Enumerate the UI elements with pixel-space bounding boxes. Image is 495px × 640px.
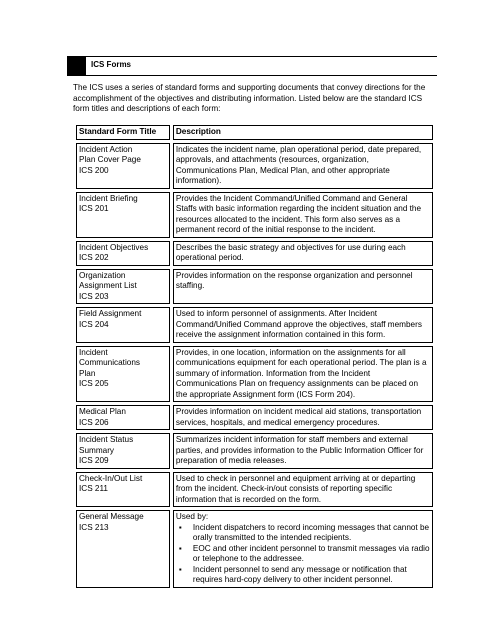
form-title-line: ICS 206 [79, 417, 109, 427]
form-title-line: ICS 203 [79, 291, 109, 301]
form-title-line: Plan Cover Page [79, 155, 141, 164]
form-title-line: Incident Status [79, 435, 134, 444]
form-description-text: Provides information on incident medical aid stations, transportation services, hospitals, and medical emergency procedures. [175, 407, 422, 427]
section-title: ICS Forms [91, 60, 132, 69]
table-row [76, 307, 433, 343]
form-title-line: ICS 202 [79, 253, 109, 262]
form-description-cell [173, 472, 433, 508]
form-title-cell [76, 269, 170, 305]
intro-paragraph: The ICS uses a series of standard forms and supporting documents that convey directions for the accomplishment of the objectives and distributing information. Listed below are the standard ICS form titles and descriptions of each form: [73, 83, 426, 113]
form-title-line: ICS 201 [79, 204, 109, 213]
form-title-cell [76, 192, 170, 238]
form-description-text: Used to inform personnel of assignments. After Incident Command/Unified Command approve the objectives, staff members receive the assignment information contained in this form. [175, 309, 422, 339]
form-description-cell [173, 269, 433, 305]
table-row [76, 346, 433, 403]
form-description-text: Provides information on the response organization and personnel staffing. [175, 270, 413, 290]
form-description-text: Provides the Incident Command/Unified Command and General Staffs with basic information regarding the incident situation and the resources allocated to the incident. This form also serves as a permanent record of the initial response to the incident. [175, 193, 422, 234]
form-title-line: ICS 200 [79, 165, 109, 175]
table-row [76, 192, 433, 238]
table-row [76, 405, 433, 430]
form-description-text: Used by: [175, 512, 209, 521]
form-title-cell [76, 241, 170, 266]
form-title-cell [76, 346, 170, 403]
table-row [76, 143, 433, 189]
form-title-line: ICS 211 [79, 484, 108, 493]
form-title-line: Incident Action [79, 144, 133, 154]
form-title-line: Medical Plan [79, 407, 126, 416]
usage-bullet-list [176, 523, 430, 586]
table-body [76, 143, 433, 588]
table-row [76, 269, 433, 305]
form-description-text: Used to check in personnel and equipment arriving at or departing from the incident. Check-in/out consists of reporting specific information that is recorded on the form. [175, 473, 416, 504]
usage-bullet-item: ▪ Incident dispatchers to record incoming messages that cannot be orally transmitted to the intended recipients. [176, 523, 430, 544]
form-title-line: General Message [79, 512, 144, 521]
form-description-text: Describes the basic strategy and objectives for use during each operational period. [175, 242, 406, 262]
column-header-description: Description [173, 125, 433, 140]
form-title-line: Check-In/Out List [79, 473, 143, 483]
form-title-line: Summary [79, 445, 115, 455]
form-title-cell [76, 307, 170, 343]
ics-forms-table [73, 122, 436, 591]
form-description-text: Provides, in one location, information on the assignments for all communications equipment for each operational period. The plan is a summary of information. Information from the Incident Communications Plan on frequency assignments can be placed on the appropriate Assignment form (ICS Form 204). [175, 347, 427, 399]
form-title-line: Incident Briefing [79, 193, 138, 203]
table-row [76, 433, 433, 469]
form-title-line: Organization [79, 270, 126, 280]
form-title-line: ICS 204 [79, 319, 109, 329]
header-block-marker [67, 57, 86, 75]
form-description-text: Summarizes incident information for staff members and external parties, and provides information to the Public Information Officer for preparation of media releases. [175, 435, 424, 465]
form-title-line: Assignment List [79, 281, 137, 290]
form-description-cell [173, 241, 433, 266]
form-description-cell [173, 346, 433, 403]
form-description-cell [173, 405, 433, 430]
form-title-cell [76, 433, 170, 469]
usage-bullet-item: ▪ EOC and other incident personnel to transmit messages via radio or telephone to the addressee. [176, 544, 430, 565]
form-description-cell [173, 510, 433, 588]
form-title-line: ICS 209 [79, 456, 109, 465]
form-title-line: Plan [79, 368, 96, 378]
form-title-line: Incident Objectives [79, 242, 149, 252]
column-header-title: Standard Form Title [76, 125, 170, 140]
form-title-line: Field Assignment [79, 309, 142, 318]
form-title-line: ICS 213 [79, 522, 109, 532]
form-title-line: Communications [79, 358, 140, 367]
form-title-cell [76, 510, 170, 588]
form-description-cell [173, 143, 433, 189]
form-description-cell [173, 192, 433, 238]
section-header [67, 56, 437, 76]
form-description-text: Indicates the incident name, plan operational period, date prepared, approvals, and attachments (resources, organization, Communications Plan, Medical Plan, and other appropriate information). [175, 144, 422, 185]
table-row [76, 472, 433, 508]
form-title-cell [76, 143, 170, 189]
form-title-cell [76, 405, 170, 430]
form-title-line: ICS 205 [79, 379, 109, 388]
usage-bullet-item: ▪ Incident personnel to send any message or notification that requires hard-copy delivery to other incident personnel. [176, 565, 430, 586]
table-row [76, 241, 433, 266]
form-title-cell [76, 472, 170, 508]
form-description-cell [173, 433, 433, 469]
table-header-row [76, 125, 433, 140]
table-row [76, 510, 433, 588]
form-description-cell [173, 307, 433, 343]
form-title-line: Incident [79, 347, 108, 357]
